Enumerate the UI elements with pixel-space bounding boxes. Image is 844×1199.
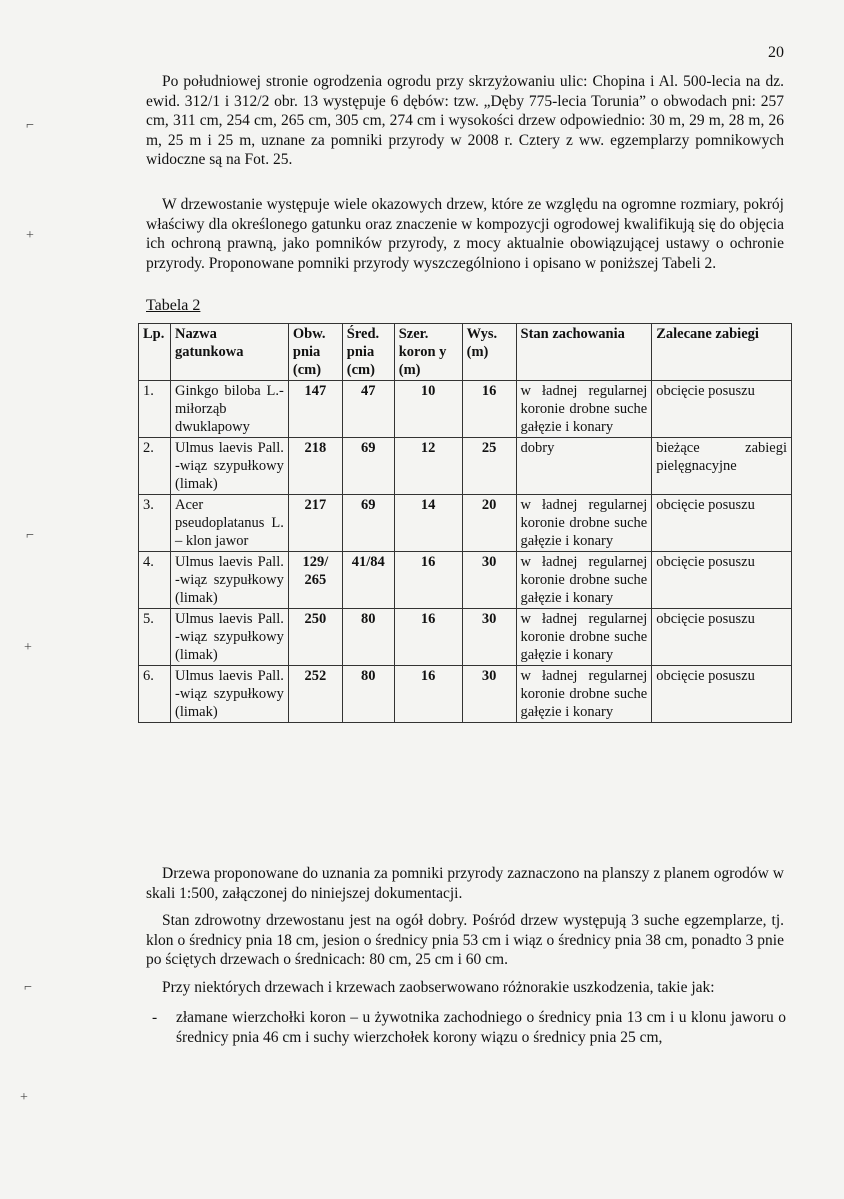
table-row [139,438,792,495]
margin-mark-icon: + [26,228,34,243]
header-zab: Zalecane zabiegi [652,324,792,381]
table-row [139,666,792,723]
cell-lp: 6. [139,666,171,723]
cell-zab: obcięcie posuszu [652,609,792,666]
cell-szer: 16 [394,609,462,666]
header-wys: Wys. (m) [462,324,516,381]
cell-szer: 16 [394,552,462,609]
cell-obw: 129/ 265 [288,552,342,609]
cell-wys: 25 [462,438,516,495]
cell-zab: bieżące zabiegi pielęgnacyjne [652,438,792,495]
cell-sred: 80 [342,609,394,666]
paragraph-stan-zdrowotny: Stan zdrowotny drzewostanu jest na ogół dobry. Pośród drzew występują 3 suche egzemplarze, tj. klon o średnicy pnia 18 cm, jesion o średnicy pnia 53 cm i wiąz o średnicy pnia 38 cm, ponadto 3 pnie po ściętych drzewach o średnicach: 80 cm, 25 cm i 60 cm. [146,912,784,968]
header-nazwa: Nazwa gatunkowa [170,324,288,381]
margin-mark-icon: + [20,1090,28,1105]
page-number: 20 [768,44,784,61]
cell-obw: 218 [288,438,342,495]
paragraph-plansza: Drzewa proponowane do uznania za pomniki przyrody zaznaczono na planszy z planem ogrodów w skali 1:500, załączonej do niniejszej dokumentacji. [146,865,784,902]
cell-obw: 147 [288,381,342,438]
header-sred: Śred. pnia (cm) [342,324,394,381]
cell-zab: obcięcie posuszu [652,666,792,723]
cell-wys: 30 [462,609,516,666]
header-obw: Obw. pnia (cm) [288,324,342,381]
cell-nazwa: Ulmus laevis Pall. -wiąz szypułkowy (limak) [170,609,288,666]
paragraph-uszkodzenia: Przy niektórych drzewach i krzewach zaobserwowano różnorakie uszkodzenia, takie jak: [162,979,715,996]
cell-stan: w ładnej regularnej koronie drobne suche gałęzie i konary [516,609,652,666]
cell-stan: w ładnej regularnej koronie drobne suche gałęzie i konary [516,495,652,552]
cell-nazwa: Ginkgo biloba L.-miłorząb dwuklapowy [170,381,288,438]
cell-wys: 20 [462,495,516,552]
margin-mark-icon: + [24,640,32,655]
cell-wys: 30 [462,552,516,609]
cell-stan: dobry [516,438,652,495]
cell-obw: 217 [288,495,342,552]
cell-szer: 12 [394,438,462,495]
list-item [146,1008,786,1048]
cell-lp: 4. [139,552,171,609]
cell-wys: 16 [462,381,516,438]
table-header-row [139,324,792,381]
trees-table [138,323,792,723]
header-stan: Stan zachowania [516,324,652,381]
table-row [139,381,792,438]
cell-nazwa: Ulmus laevis Pall. -wiąz szypułkowy (limak) [170,552,288,609]
cell-stan: w ładnej regularnej koronie drobne suche gałęzie i konary [516,552,652,609]
margin-mark-icon: ⌐ [26,118,34,133]
cell-sred: 69 [342,495,394,552]
cell-lp: 1. [139,381,171,438]
cell-wys: 30 [462,666,516,723]
table-row [139,609,792,666]
cell-sred: 47 [342,381,394,438]
cell-lp: 2. [139,438,171,495]
cell-stan: w ładnej regularnej koronie drobne suche gałęzie i konary [516,666,652,723]
bullet-dash: - [152,1009,158,1026]
cell-nazwa: Ulmus laevis Pall. -wiąz szypułkowy (limak) [170,666,288,723]
cell-nazwa: Acer pseudoplatanus L. – klon jawor [170,495,288,552]
cell-obw: 250 [288,609,342,666]
cell-zab: obcięcie posuszu [652,552,792,609]
cell-lp: 3. [139,495,171,552]
margin-mark-icon: ⌐ [26,528,34,543]
table-row [139,495,792,552]
cell-szer: 14 [394,495,462,552]
margin-mark-icon: ⌐ [24,980,32,995]
cell-sred: 69 [342,438,394,495]
header-szer: Szer. koron y (m) [394,324,462,381]
table-caption: Tabela 2 [146,297,201,314]
paragraph-okazowe-drzewa: W drzewostanie występuje wiele okazowych drzew, które ze względu na ogromne rozmiary, pokrój właściwy dla określonego gatunku oraz znaczenie w kompozycji ogrodowej kwalifikują się do objęcia ich ochroną prawną, jako pomników przyrody, z mocy aktualnie obowiązującej ustawy o ochronie przyrody. Proponowane pomniki przyrody wyszczególniono i opisano w poniższej Tabeli 2. [146,196,784,272]
cell-zab: obcięcie posuszu [652,495,792,552]
cell-sred: 41/84 [342,552,394,609]
cell-nazwa: Ulmus laevis Pall. -wiąz szypułkowy (limak) [170,438,288,495]
bullet-text: złamane wierzchołki koron – u żywotnika zachodniego o średnicy pnia 13 cm i u klonu jaworu o średnicy pnia 46 cm i suchy wierzchołek korony wiązu o średnicy pnia 25 cm, [176,1009,786,1046]
cell-zab: obcięcie posuszu [652,381,792,438]
header-lp: Lp. [139,324,171,381]
paragraph-dęby: Po południowej stronie ogrodzenia ogrodu przy skrzyżowaniu ulic: Chopina i Al. 500-lecia na dz. ewid. 312/1 i 312/2 obr. 13 występuje 6 dębów: tzw. „Dęby 775-lecia Torunia” o obwodach pni: 257 cm, 311 cm, 254 cm, 265 cm, 305 cm, 274 cm i wysokości drzew odpowiednio: 30 m, 29 m, 28 m, 26 m, 25 m i 25 m, uznane za pomniki przyrody w 2008 r. Cztery z ww. egzemplarzy pomnikowych widoczne są na Fot. 25. [146,73,784,168]
table-row [139,552,792,609]
cell-stan: w ładnej regularnej koronie drobne suche gałęzie i konary [516,381,652,438]
cell-szer: 10 [394,381,462,438]
cell-sred: 80 [342,666,394,723]
cell-szer: 16 [394,666,462,723]
cell-lp: 5. [139,609,171,666]
cell-obw: 252 [288,666,342,723]
